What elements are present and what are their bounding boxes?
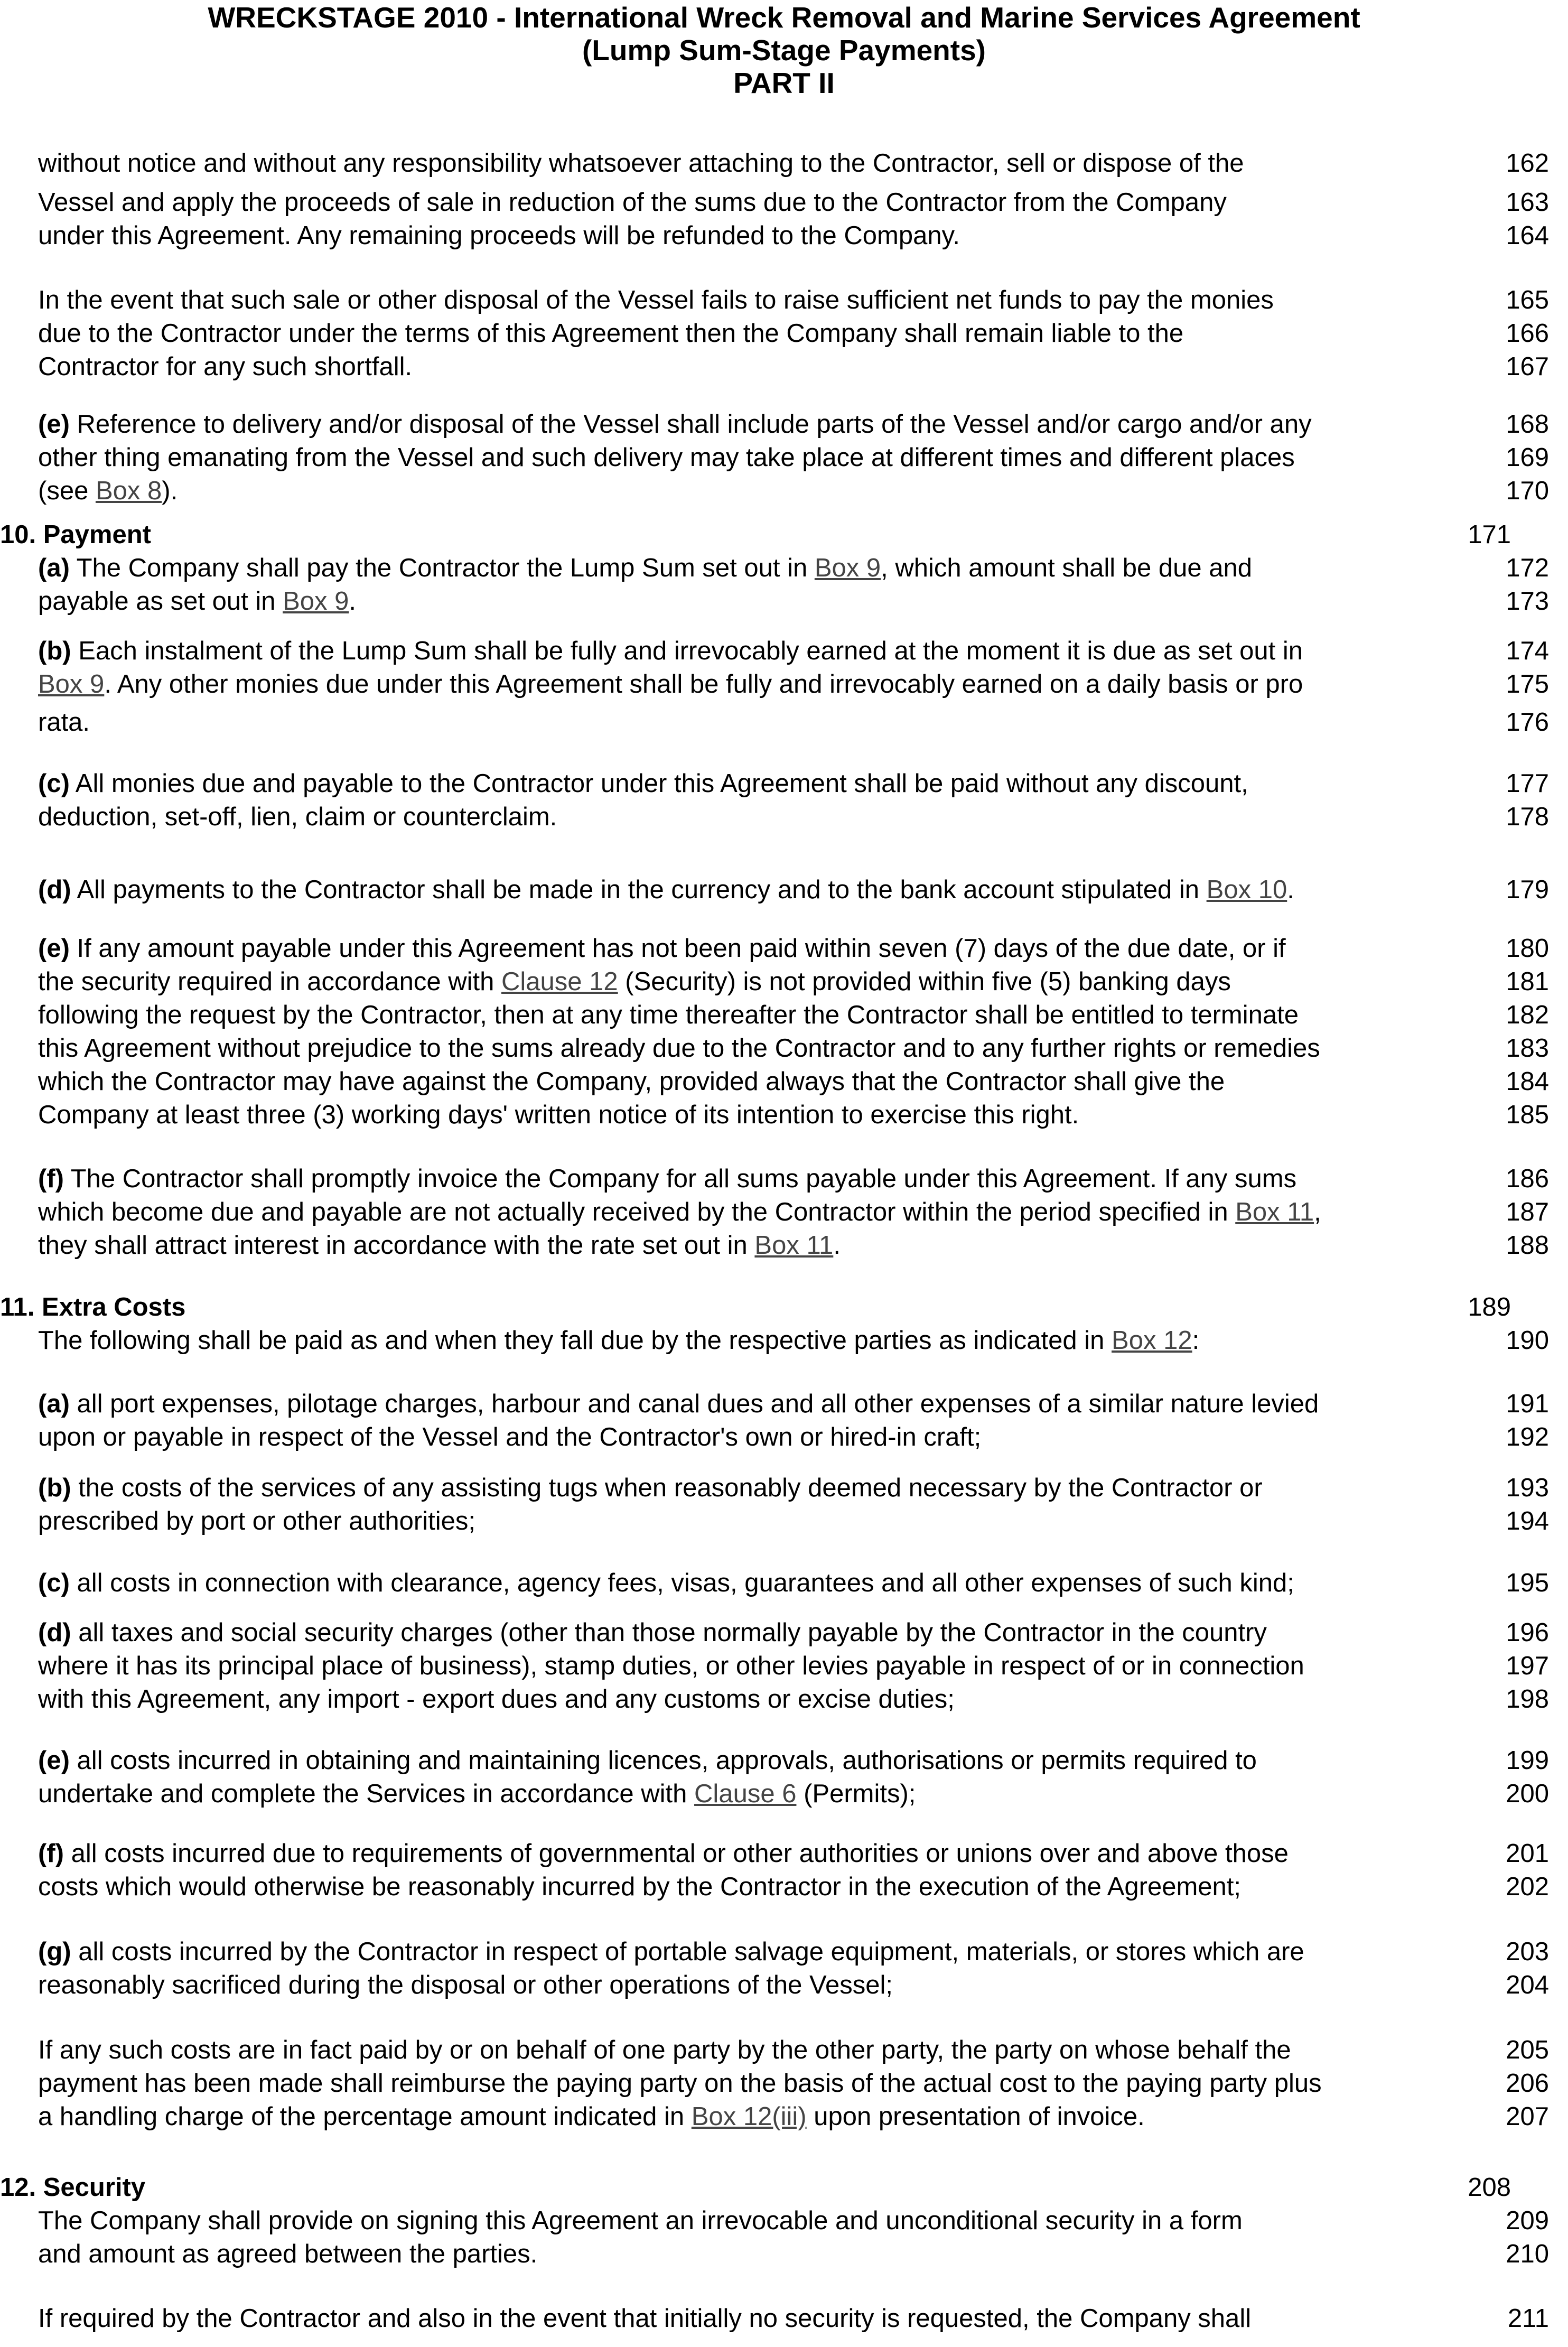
line-number: 199: [1506, 1746, 1549, 1775]
line-text: [38, 585, 356, 618]
section-heading: 12. Security: [0, 2173, 146, 2202]
document-line: [38, 1421, 1549, 1454]
line-text: [38, 1196, 1321, 1228]
line-number: 198: [1506, 1685, 1549, 1713]
line-text: [38, 350, 412, 383]
line-text: [38, 873, 1294, 906]
line-text: [38, 1616, 1267, 1649]
line-number: 179: [1506, 876, 1549, 904]
clause-letter: (d): [38, 876, 71, 904]
line-text: [38, 147, 1244, 180]
text-segment: all costs incurred by the Contractor in respect of portable salvage equipment, materials, or stores which are: [71, 1938, 1304, 1966]
line-number: 209: [1506, 2206, 1549, 2235]
line-number: 193: [1506, 1474, 1549, 1502]
document-line: [38, 2067, 1549, 2100]
text-segment: (Permits);: [796, 1780, 916, 1808]
text-segment: Contractor for any such shortfall.: [38, 352, 413, 381]
text-segment: . Any other monies due under this Agreement shall be fully and irrevocably earned on a daily basis or pro: [104, 670, 1303, 698]
document-line: [38, 585, 1549, 618]
document-line: [38, 1098, 1549, 1131]
clause-letter: (e): [38, 934, 70, 963]
box-reference-link[interactable]: Clause 12: [501, 967, 618, 996]
text-segment: Reference to delivery and/or disposal of the Vessel shall include parts of the Vessel and/or cargo and/or any: [69, 410, 1312, 439]
document-line: [38, 317, 1549, 350]
clause-letter: (c): [38, 769, 70, 798]
line-number: 208: [1468, 2173, 1511, 2202]
line-text: [38, 706, 90, 739]
text-segment: reasonably sacrificed during the disposal or other operations of the Vessel;: [38, 1971, 893, 1999]
clause-letter: (f): [38, 1165, 64, 1193]
document-line: [38, 1935, 1549, 1968]
line-number: 186: [1506, 1165, 1549, 1193]
text-segment: all port expenses, pilotage charges, harbour and canal dues and all other expenses of a similar nature levied: [69, 1390, 1319, 1418]
text-segment: they shall attract interest in accordance with the rate set out in: [38, 1231, 755, 1260]
line-text: [38, 668, 1303, 701]
text-segment: All payments to the Contractor shall be made in the currency and to the bank account stipulated in: [71, 876, 1207, 904]
document-line: [38, 1065, 1549, 1098]
line-text: [38, 1098, 1079, 1131]
document-line: [38, 1837, 1549, 1870]
line-number: 182: [1506, 1001, 1549, 1029]
document-title: WRECKSTAGE 2010 - International Wreck Removal and Marine Services Agreement: [208, 1, 1360, 34]
document-line: [38, 1505, 1549, 1538]
document-line: [38, 2204, 1549, 2237]
line-number: 204: [1506, 1971, 1549, 1999]
text-segment: Vessel and apply the proceeds of sale in reduction of the sums due to the Contractor from the Company: [38, 188, 1227, 217]
line-text: [38, 2034, 1291, 2066]
line-text: [38, 284, 1274, 316]
line-number: 203: [1506, 1938, 1549, 1966]
text-segment: without notice and without any responsibility whatsoever attaching to the Contractor, sell or dispose of the: [38, 149, 1244, 178]
line-number: 188: [1506, 1231, 1549, 1260]
text-segment: under this Agreement. Any remaining proceeds will be refunded to the Company.: [38, 221, 960, 250]
document-line: [38, 965, 1549, 998]
line-text: [0, 2171, 145, 2204]
clause-letter: (c): [38, 1569, 70, 1597]
line-number: 205: [1506, 2036, 1549, 2064]
text-segment: and amount as agreed between the parties.: [38, 2240, 538, 2268]
line-number: 173: [1506, 587, 1549, 616]
line-text: [38, 999, 1299, 1031]
line-text: [38, 219, 960, 252]
text-segment: All monies due and payable to the Contractor under this Agreement shall be paid without any discount,: [69, 769, 1248, 798]
clause-letter: (e): [38, 410, 70, 439]
clause-letter: (b): [38, 1474, 71, 1502]
line-text: [38, 1870, 1241, 1903]
text-segment: all taxes and social security charges (other than those normally payable by the Contractor in the country: [71, 1618, 1267, 1647]
line-number: 169: [1506, 443, 1549, 472]
document-line: [38, 1387, 1549, 1420]
line-text: [38, 2302, 1251, 2335]
line-number: 162: [1506, 149, 1549, 178]
text-segment: the costs of the services of any assisting tugs when reasonably deemed necessary by the Contractor or: [71, 1474, 1263, 1502]
line-number: 165: [1506, 286, 1549, 314]
text-segment: payment has been made shall reimburse the paying party on the basis of the actual cost to the paying party plus: [38, 2069, 1322, 2098]
text-segment: If any such costs are in fact paid by or on behalf of one party by the other party, the party on whose behalf the: [38, 2036, 1291, 2064]
box-reference-link[interactable]: Box 9: [814, 554, 881, 582]
text-segment: If any amount payable under this Agreement has not been paid within seven (7) days of the due date, or if: [69, 934, 1286, 963]
line-number: 201: [1506, 1839, 1549, 1868]
line-number: 175: [1506, 670, 1549, 698]
text-segment: where it has its principal place of business), stamp duties, or other levies payable in respect of or in connection: [38, 1652, 1304, 1680]
box-reference-link[interactable]: Box 11: [1235, 1198, 1314, 1226]
line-number: 189: [1468, 1293, 1511, 1321]
document-line: [38, 767, 1549, 800]
line-number: 185: [1506, 1101, 1549, 1129]
text-segment: The Contractor shall promptly invoice the Company for all sums payable under this Agreement. If any sums: [63, 1165, 1297, 1193]
text-segment: The Company shall provide on signing this Agreement an irrevocable and unconditional security in a form: [38, 2206, 1243, 2235]
text-segment: prescribed by port or other authorities;: [38, 1507, 475, 1535]
text-segment: rata.: [38, 708, 90, 737]
line-text: [0, 518, 151, 551]
line-text: [38, 965, 1231, 998]
text-segment: all costs incurred in obtaining and maintaining licences, approvals, authorisations or permits required to: [69, 1746, 1257, 1775]
line-text: [38, 635, 1303, 667]
line-text: [38, 1032, 1320, 1065]
line-number: 194: [1506, 1507, 1549, 1535]
line-text: [38, 1162, 1296, 1195]
box-reference-link[interactable]: Box 11: [754, 1231, 834, 1260]
text-segment: upon presentation of invoice.: [806, 2102, 1145, 2131]
line-number: 196: [1506, 1618, 1549, 1647]
line-number: 211: [1507, 2304, 1549, 2333]
text-segment: , which amount shall be due and: [881, 554, 1252, 582]
clause-letter: (d): [38, 1618, 71, 1647]
document-line: [38, 408, 1549, 441]
line-number: 191: [1506, 1390, 1549, 1418]
line-number: 202: [1506, 1873, 1549, 1901]
line-text: [38, 317, 1183, 350]
line-number: 174: [1506, 637, 1549, 665]
line-number: 181: [1506, 967, 1549, 996]
line-number: 207: [1506, 2102, 1549, 2131]
text-segment: which the Contractor may have against the Company, provided always that the Contractor shall give the: [38, 1067, 1225, 1096]
line-text: [38, 1777, 916, 1810]
box-reference-link[interactable]: Box 12(iii): [691, 2102, 807, 2131]
line-text: [38, 186, 1227, 219]
document-line: [38, 1744, 1549, 1777]
document-line: [38, 1196, 1549, 1228]
line-number: 167: [1506, 352, 1549, 381]
line-text: [38, 1567, 1294, 1599]
box-reference-link[interactable]: Clause 6: [694, 1780, 797, 1808]
document-line: [38, 1229, 1549, 1262]
document-line: [38, 1162, 1549, 1195]
box-reference-link[interactable]: Box 10: [1206, 876, 1287, 904]
line-number: 195: [1506, 1569, 1549, 1597]
text-segment: due to the Contractor under the terms of this Agreement then the Company shall remain liable to the: [38, 319, 1184, 348]
text-segment: (Security) is not provided within five (5) banking days: [618, 967, 1231, 996]
line-number: 170: [1506, 477, 1549, 505]
line-text: [38, 1969, 893, 2001]
line-number: 171: [1468, 520, 1511, 549]
text-segment: all costs incurred due to requirements of governmental or other authorities or unions over and above those: [63, 1839, 1289, 1868]
line-text: [38, 1387, 1319, 1420]
clause-letter: (g): [38, 1938, 71, 1966]
clause-letter: (a): [38, 1390, 70, 1418]
section-heading-line: [0, 2171, 1511, 2204]
clause-letter: (e): [38, 1746, 70, 1775]
document-line: [38, 2034, 1549, 2066]
document-line: [38, 1324, 1549, 1357]
line-number: 166: [1506, 319, 1549, 348]
line-text: [38, 932, 1286, 965]
text-segment: with this Agreement, any import - export dues and any customs or excise duties;: [38, 1685, 955, 1713]
text-segment: The following shall be paid as and when they fall due by the respective parties as indicated in: [38, 1326, 1112, 1355]
document-line: [38, 1683, 1549, 1716]
line-text: [38, 1935, 1304, 1968]
line-text: [38, 1229, 841, 1262]
document-line: [38, 873, 1549, 906]
text-segment: other thing emanating from the Vessel and such delivery may take place at different times and different places: [38, 443, 1295, 472]
clause-letter: (f): [38, 1839, 64, 1868]
document-line: [38, 350, 1549, 383]
line-text: [38, 552, 1252, 584]
line-text: [38, 767, 1248, 800]
box-reference-link[interactable]: Box 9: [38, 670, 105, 698]
document-line: [38, 1032, 1549, 1065]
text-segment: (see: [38, 477, 96, 505]
clause-letter: (b): [38, 637, 71, 665]
document-subtitle: (Lump Sum-Stage Payments): [582, 34, 986, 67]
line-number: 180: [1506, 934, 1549, 963]
line-number: 200: [1506, 1780, 1549, 1808]
line-number: 178: [1506, 803, 1549, 831]
document-line: [38, 800, 1549, 833]
text-segment: payable as set out in: [38, 587, 283, 616]
text-segment: costs which would otherwise be reasonably incurred by the Contractor in the execution of the Agreement;: [38, 1873, 1242, 1901]
text-segment: undertake and complete the Services in accordance with: [38, 1780, 695, 1808]
text-segment: .: [1287, 876, 1294, 904]
text-segment: a handling charge of the percentage amount indicated in: [38, 2102, 692, 2131]
line-number: 164: [1506, 221, 1549, 250]
text-segment: .: [349, 587, 357, 616]
text-segment: The Company shall pay the Contractor the Lump Sum set out in: [69, 554, 815, 582]
line-text: [38, 1837, 1289, 1870]
line-text: [38, 441, 1295, 474]
document-line: [38, 1471, 1549, 1504]
document-line: [38, 2100, 1549, 2133]
document-line: [38, 668, 1549, 701]
line-text: [38, 474, 178, 507]
text-segment: deduction, set-off, lien, claim or counterclaim.: [38, 803, 557, 831]
line-text: [38, 1505, 475, 1538]
box-reference-link[interactable]: Box 8: [95, 477, 162, 505]
text-segment: this Agreement without prejudice to the sums already due to the Contractor and to any further rights or remedies: [38, 1034, 1320, 1063]
line-number: 210: [1506, 2240, 1549, 2268]
clause-letter: (a): [38, 554, 70, 582]
text-segment: ,: [1314, 1198, 1321, 1226]
document-line: [38, 1567, 1549, 1599]
line-text: [38, 1421, 981, 1454]
line-text: [38, 2238, 537, 2270]
document-line: [38, 441, 1549, 474]
line-number: 168: [1506, 410, 1549, 439]
document-line: [38, 1616, 1549, 1649]
text-segment: Company at least three (3) working days' written notice of its intention to exercise this right.: [38, 1101, 1079, 1129]
line-text: [38, 408, 1312, 441]
document-line: [38, 552, 1549, 584]
line-number: 190: [1506, 1326, 1549, 1355]
line-text: [38, 1471, 1263, 1504]
document-line: [38, 999, 1549, 1031]
document-line: [38, 1969, 1549, 2001]
line-text: [38, 1324, 1199, 1357]
text-segment: :: [1192, 1326, 1200, 1355]
text-segment: upon or payable in respect of the Vessel and the Contractor's own or hired-in craft;: [38, 1423, 982, 1451]
section-heading: 10. Payment: [0, 520, 151, 549]
box-reference-link[interactable]: Box 9: [283, 587, 349, 616]
section-heading-line: [0, 1291, 1511, 1324]
text-segment: ).: [162, 477, 178, 505]
line-text: [38, 2204, 1243, 2237]
section-heading: 11. Extra Costs: [0, 1293, 186, 1321]
text-segment: following the request by the Contractor, then at any time thereafter the Contractor shall be entitled to terminate: [38, 1001, 1299, 1029]
text-segment: .: [833, 1231, 841, 1260]
line-number: 163: [1506, 188, 1549, 217]
text-segment: which become due and payable are not actually received by the Contractor within the period specified in: [38, 1198, 1236, 1226]
document-line: [38, 186, 1549, 219]
section-heading-line: [0, 518, 1511, 551]
text-segment: the security required in accordance with: [38, 967, 501, 996]
document-line: [38, 2302, 1549, 2335]
document-line: [38, 1870, 1549, 1903]
text-segment: Each instalment of the Lump Sum shall be fully and irrevocably earned at the moment it is due as set out in: [71, 637, 1303, 665]
line-text: [38, 2067, 1322, 2100]
document-line: [38, 219, 1549, 252]
line-number: 206: [1506, 2069, 1549, 2098]
line-number: 183: [1506, 1034, 1549, 1063]
line-number: 197: [1506, 1652, 1549, 1680]
line-number: 177: [1506, 769, 1549, 798]
line-number: 172: [1506, 554, 1549, 582]
document-line: [38, 635, 1549, 667]
line-text: [38, 2100, 1145, 2133]
document-line: [38, 932, 1549, 965]
document-line: [38, 474, 1549, 507]
text-segment: all costs in connection with clearance, agency fees, visas, guarantees and all other expenses of such kind;: [69, 1569, 1294, 1597]
text-segment: If required by the Contractor and also in the event that initially no security is requested, the Company shall: [38, 2304, 1252, 2333]
line-text: [38, 1744, 1257, 1777]
document-line: [38, 147, 1549, 180]
line-number: 187: [1506, 1198, 1549, 1226]
line-number: 192: [1506, 1423, 1549, 1451]
line-text: [38, 1650, 1304, 1682]
document-line: [38, 1777, 1549, 1810]
line-text: [38, 800, 557, 833]
box-reference-link[interactable]: Box 12: [1112, 1326, 1192, 1355]
document-part: PART II: [733, 67, 835, 99]
line-text: [0, 1291, 185, 1324]
line-text: [38, 1683, 955, 1716]
line-number: 184: [1506, 1067, 1549, 1096]
text-segment: In the event that such sale or other disposal of the Vessel fails to raise sufficient net funds to pay the monies: [38, 286, 1274, 314]
document-line: [38, 284, 1549, 316]
line-number: 176: [1506, 708, 1549, 737]
document-line: [38, 1650, 1549, 1682]
document-line: [38, 706, 1549, 739]
document-line: [38, 2238, 1549, 2270]
line-text: [38, 1065, 1225, 1098]
